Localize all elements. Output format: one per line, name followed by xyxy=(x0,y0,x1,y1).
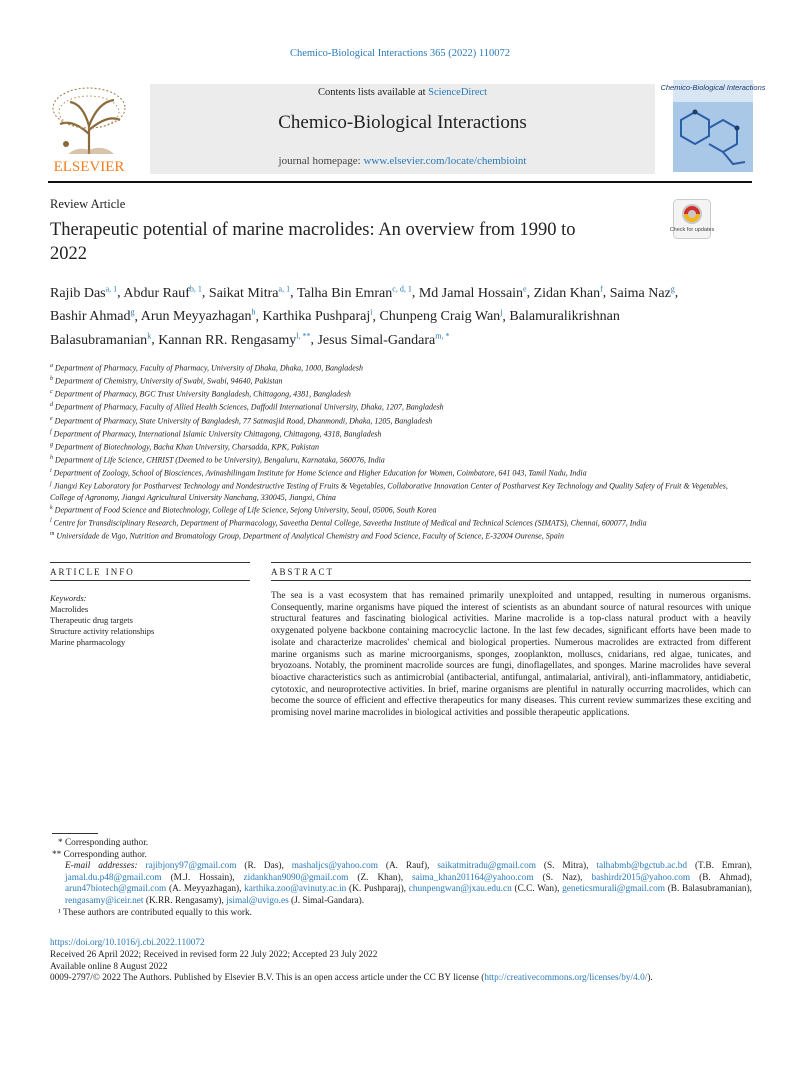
author: Kannan RR. Rengasamy$^{l, **}$ xyxy=(158,331,311,348)
affiliation: $^e$ Department of Pharmacy, State University of Bangladesh, 77 Satmasjid Road, Dhanmondi, Dhaka, 1205, Bangladesh xyxy=(50,415,433,426)
email-link[interactable]: karthika.zoo@avinuty.ac.in xyxy=(244,884,347,895)
author-list: Rajib Das$^{a, 1}$, Abdur Rauf$^{b, 1}$, Saikat Mitra$^{a, 1}$, Talha Bin Emran$^{c, d, 1}$, Md Jamal Hossain$^e$, Zidan Khan$^f$, Saima Naz$^g$, Bashir Ahmad$^g$, Arun Meyyazhagan$^h$, Karthika Pushparaj$^i$, Chunpeng Craig Wan$^j$, Balamuralikrishnan Balasubramanian$^k$, Kannan RR. Rengasamy$^{l, **}$, Jesus Simal-Gandara$^{m, *}$ xyxy=(50,284,679,348)
homepage-prefix: journal homepage: xyxy=(278,155,364,167)
affiliation-list xyxy=(50,361,750,543)
email-link[interactable]: jamal.du.p48@gmail.com xyxy=(65,872,162,883)
email-link[interactable]: rengasamy@iceir.net xyxy=(65,895,144,906)
author: Balamuralikrishnan Balasubramanian$^k$ xyxy=(50,309,620,348)
abstract-heading: ABSTRACT xyxy=(271,567,335,577)
email-link[interactable]: jsimal@uvigo.es xyxy=(226,895,289,906)
keyword: Therapeutic drug targets xyxy=(50,615,133,625)
keyword: Structure activity relationships xyxy=(50,626,155,636)
abstract-rule-top xyxy=(271,562,751,563)
author: Abdur Rauf$^{b, 1}$ xyxy=(123,284,202,301)
check-for-updates-badge[interactable] xyxy=(669,199,715,239)
affiliation: $^i$ Department of Zoology, School of Biosciences, Avinashilingam Institute for Home Science and Higher Education for Women, Coimbatore, 641 043, Tamil Nadu, India xyxy=(50,468,587,478)
article-info-rule-bottom xyxy=(50,580,250,581)
email-link[interactable]: talhabmb@bgctub.ac.bd xyxy=(596,861,688,872)
author: Rajib Das$^{a, 1}$ xyxy=(50,284,118,301)
header-rule xyxy=(48,181,752,183)
corresponding-author-1: * Corresponding author. xyxy=(58,838,149,848)
footnote-rule xyxy=(52,833,98,834)
sciencedirect-link[interactable]: ScienceDirect xyxy=(428,87,488,98)
article-title: Therapeutic potential of marine macrolides: An overview from 1990 to 2022 xyxy=(50,220,576,264)
journal-banner xyxy=(150,84,655,174)
email-link[interactable]: saikatmitradu@gmail.com xyxy=(437,861,536,872)
elsevier-logo xyxy=(48,84,130,174)
homepage-link[interactable]: www.elsevier.com/locate/chembioint xyxy=(363,155,527,167)
equal-contribution-note: ¹ These authors are contributed equally to this work. xyxy=(58,907,252,918)
cover-title: Chemico-Biological Interactions xyxy=(660,83,766,92)
affiliation: $^c$ Department of Pharmacy, BGC Trust University Bangladesh, Chittagong, 4381, Bangladesh xyxy=(50,389,351,399)
keyword: Marine pharmacology xyxy=(50,637,126,647)
check-updates-text: Check for updates xyxy=(669,227,715,233)
affiliation: $^k$ Department of Food Science and Biotechnology, College of Life Science, Sejong University, Seoul, 05006, South Korea xyxy=(50,505,437,515)
author: Arun Meyyazhagan$^h$ xyxy=(140,307,256,325)
author: Bashir Ahmad$^g$ xyxy=(50,307,135,325)
email-link[interactable]: saima_khan201164@yahoo.com xyxy=(411,872,534,883)
corresponding-author-2: ** Corresponding author. xyxy=(52,849,147,860)
author: Jesus Simal-Gandara$^{m, *}$ xyxy=(317,331,450,348)
affiliation: $^h$ Department of Life Science, CHRIST (Deemed to be University), Bengaluru, Karnataka, 560076, India xyxy=(50,455,385,465)
received-dates: Received 26 April 2022; Received in revised form 22 July 2022; Accepted 23 July 2022 xyxy=(50,949,378,960)
email-label: E-mail addresses: xyxy=(65,861,138,872)
email-link[interactable]: zidankhan9090@gmail.com xyxy=(243,872,349,883)
license-link[interactable]: http://creativecommons.org/licenses/by/4.0/ xyxy=(484,973,648,984)
article-info-rule-top xyxy=(50,562,250,563)
email-link[interactable]: chunpengwan@jxau.edu.cn xyxy=(408,884,512,895)
doi-link[interactable]: https://doi.org/10.1016/j.cbi.2022.110072 xyxy=(50,938,205,948)
email-link[interactable]: geneticsmurali@gmail.com xyxy=(562,884,665,895)
abstract-rule-bottom xyxy=(271,580,751,581)
publisher-name: ELSEVIER xyxy=(53,159,125,175)
article-metadata xyxy=(50,938,760,985)
affiliation: $^b$ Department of Chemistry, University of Swabi, Swabi, 94640, Pakistan xyxy=(50,376,283,386)
footnotes xyxy=(52,838,752,919)
affiliation: $^j$ Jiangxi Key Laboratory for Postharvest Technology and Nondestructive Testing of Fruits & Vegetables, Collaborative Innovation Center of Postharvest Key Technology and Quality Safety of Fruit & Vegetables, College of Agronomy, Jiangxi Agricultural University Nanchang, 330045, Jiangxi, China xyxy=(50,481,728,502)
author: Chunpeng Craig Wan$^j$ xyxy=(379,307,503,325)
keywords-label: Keywords: xyxy=(50,593,87,603)
author: Saima Naz$^g$ xyxy=(609,284,675,301)
affiliation: $^a$ Department of Pharmacy, Faculty of Pharmacy, University of Dhaka, Dhaka, 1000, Bangladesh xyxy=(50,363,363,373)
license-line: 0009-2797/© 2022 The Authors. Published by Elsevier B.V. This is an open access article under the CC BY license (http://creativecommons.org/licenses/by/4.0/). xyxy=(50,973,653,984)
affiliation: $^m$ Universidade de Vigo, Nutrition and Bromatology Group, Department of Analytical Chemistry and Food Science, Faculty of Science, E-32004 Ourense, Spain xyxy=(50,531,564,542)
email-link[interactable]: rajibjony97@gmail.com xyxy=(145,861,237,872)
affiliation: $^d$ Department of Pharmacy, Faculty of Allied Health Sciences, Daffodil International University, Dhaka, 1207, Bangladesh xyxy=(50,402,444,413)
email-link[interactable]: mashaljcs@yahoo.com xyxy=(291,861,378,872)
journal-title: Chemico-Biological Interactions xyxy=(278,112,527,133)
abstract-text: The sea is a vast ecosystem that has remained primarily unexploited and untapped, resulting in numerous organisms. Consequently, marine organisms have piqued the interest of scientists as an abundant source of natural resources with unique structural features and fascinating biological activities. Marine macrolide is a top-class natural product with a heavily oxygenated polyene backbone containing macrocyclic lactone. In the last few decades, significant efforts have been made to isolate and characterize macrolides' chemical and biological properties. Numerous macrolides are extracted from different marine organisms such as marine microorganisms, sponges, zooplankton, molluscs, cnidarians, red algae, tunicates, and bryozoans. Notably, the prominent macrolide sources are fungi, dinoflagellates, and sponges. Marine macrolides have several bioactive characteristics such as antimicrobial (antibacterial, antifungal, antimalarial, antiviral), anti-inflammatory, antidiabetic, cytotoxic, and neuroprotective activities. In brief, marine organisms are plentiful in naturally occurring macrolides, which can become the source of efficient and effective therapeutics for many diseases. This current review summarizes these exciting and promising novel marine macrolides in biological activities and possible therapeutic applications. xyxy=(271,591,751,719)
email-link[interactable]: bashirdr2015@yahoo.com xyxy=(591,872,691,883)
journal-citation[interactable]: Chemico-Biological Interactions 365 (2022) 110072 xyxy=(289,48,511,59)
keyword-list xyxy=(50,604,154,648)
journal-homepage xyxy=(150,155,655,167)
email-addresses: E-mail addresses: rajibjony97@gmail.com (R. Das), mashaljcs@yahoo.com (A. Rauf), saikatmitradu@gmail.com (S. Mitra), talhabmb@bgctub.ac.bd (T.B. Emran), jamal.du.p48@gmail.com (M.J. Hossain), zidankhan9090@gmail.com (Z. Khan), saima_khan201164@yahoo.com (S. Naz), bashirdr2015@yahoo.com (B. Ahmad), arun47biotech@gmail.com (A. Meyyazhagan), karthika.zoo@avinuty.ac.in (K. Pushparaj), chunpengwan@jxau.edu.cn (C.C. Wan), geneticsmurali@gmail.com (B. Balasubramanian), rengasamy@iceir.net (K.RR. Rengasamy), jsimal@uvigo.es (J. Simal-Gandara). xyxy=(65,861,752,906)
journal-cover-thumbnail[interactable] xyxy=(660,80,766,172)
author: Saikat Mitra$^{a, 1}$ xyxy=(208,284,291,301)
affiliation: $^g$ Department of Biotechnology, Bacha Khan University, Charsadda, KPK, Pakistan xyxy=(50,441,319,452)
author: Talha Bin Emran$^{c, d, 1}$ xyxy=(296,284,412,301)
article-info-heading: ARTICLE INFO xyxy=(50,567,135,577)
affiliation: $^f$ Department of Pharmacy, International Islamic University Chittagong, Chittagong, 4318, Bangladesh xyxy=(50,428,382,439)
affiliation: $^l$ Centre for Transdisciplinary Research, Department of Pharmacology, Saveetha Dental College, Saveetha Institute of Medical and Technical Sciences (SIMATS), Chennai, 600077, India xyxy=(50,518,647,528)
keyword: Macrolides xyxy=(50,604,89,614)
available-online: Available online 8 August 2022 xyxy=(50,961,168,972)
contents-prefix: Contents lists available at xyxy=(317,87,429,98)
author: Zidan Khan$^f$ xyxy=(533,284,603,301)
author: Karthika Pushparaj$^i$ xyxy=(262,307,373,325)
email-link[interactable]: arun47biotech@gmail.com xyxy=(65,884,167,895)
author: Md Jamal Hossain$^e$ xyxy=(418,284,527,301)
article-type: Review Article xyxy=(50,197,126,211)
contents-line xyxy=(150,87,655,98)
